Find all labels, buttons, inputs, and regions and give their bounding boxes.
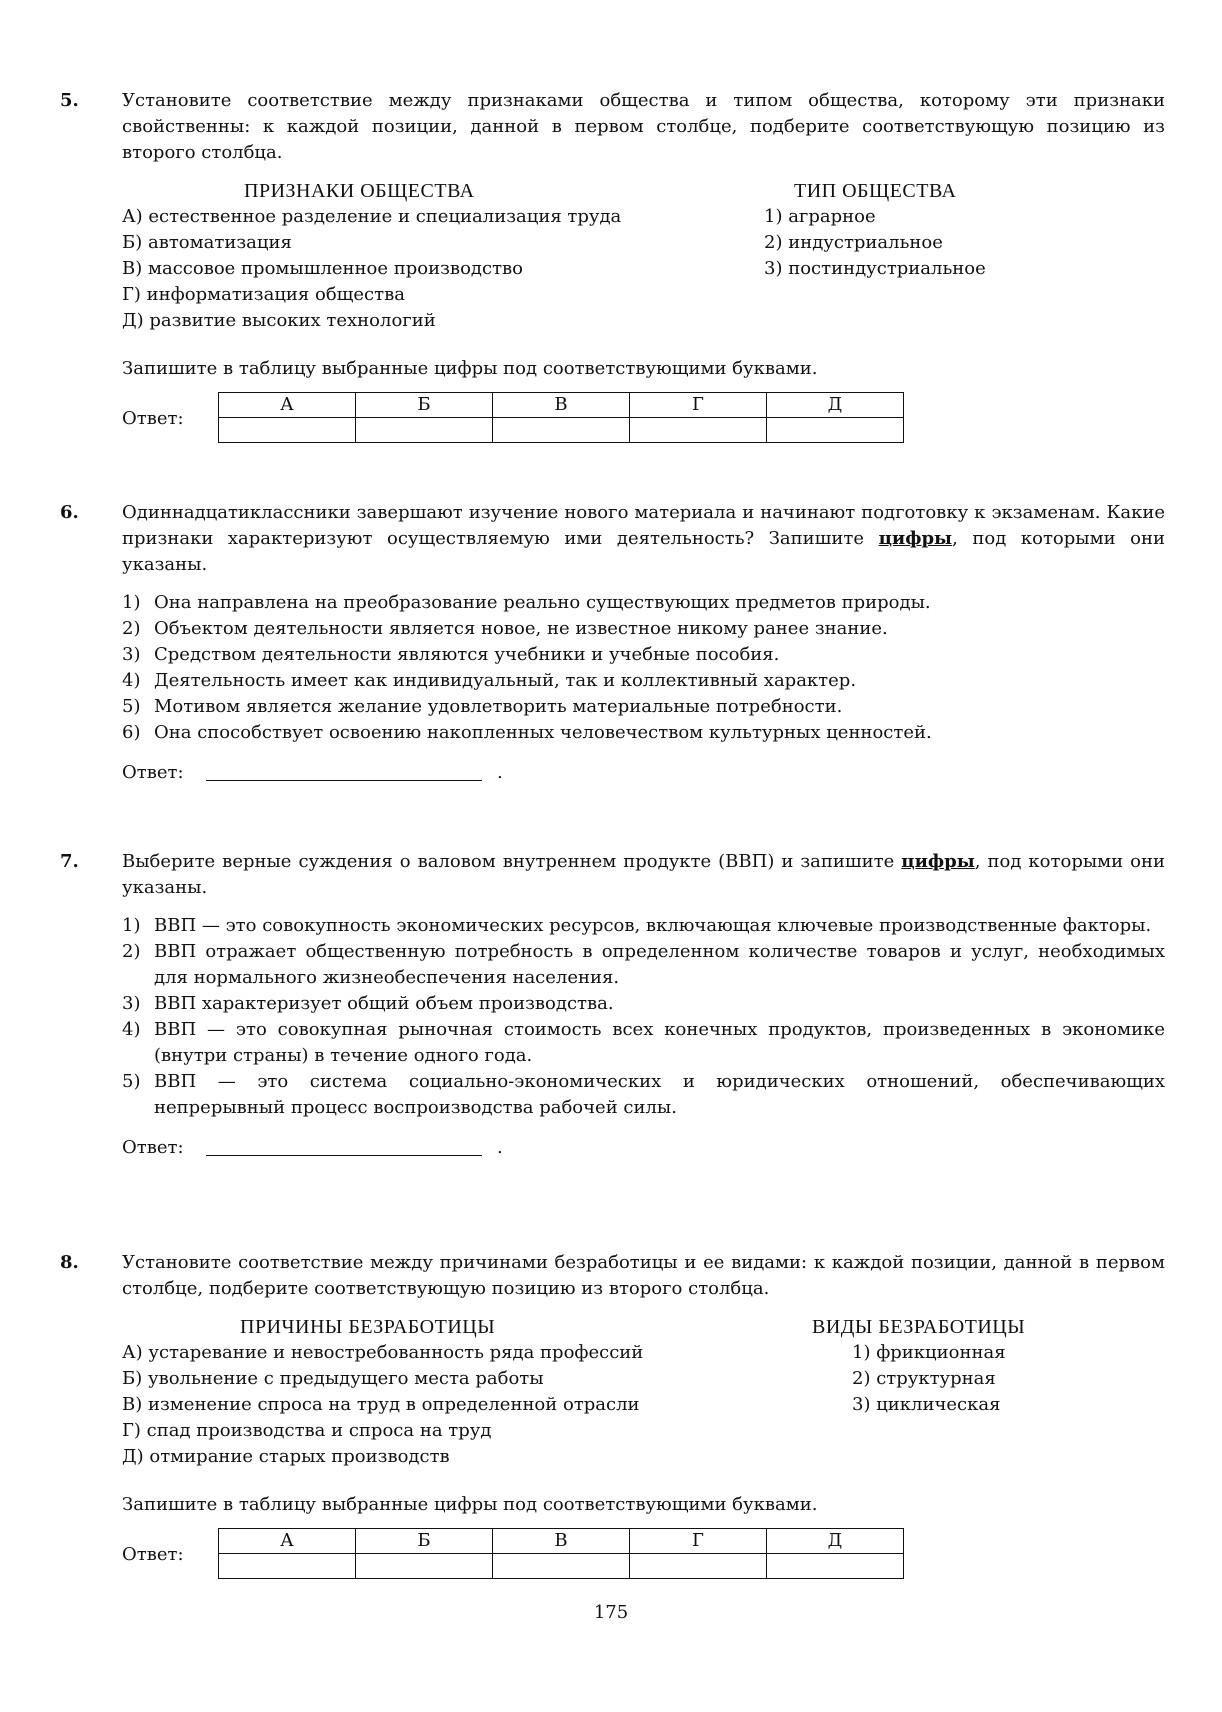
stem-text-before: Выберите верные суждения о валовом внутреннем продукте (ВВП) и запишите	[122, 851, 902, 872]
answer-line	[122, 760, 1165, 788]
item-text: Мотивом является желание удовлетворить материальные потребности.	[154, 696, 843, 717]
answer-blank[interactable]	[206, 780, 482, 781]
answer-table-row	[122, 1528, 1165, 1588]
stem-bold: цифры	[878, 528, 953, 549]
list-item	[122, 991, 1165, 1017]
option-3: 3) постиндустриальное	[764, 258, 986, 279]
item-number: 2)	[122, 941, 141, 962]
option-1: 1) аграрное	[764, 206, 876, 227]
question-number: 6.	[60, 502, 79, 523]
question-number: 7.	[60, 851, 79, 872]
question-number: 5.	[60, 90, 79, 111]
answer-label: Ответ:	[122, 1137, 184, 1158]
left-item-b: Б) автоматизация	[122, 232, 292, 253]
list-item	[122, 590, 1165, 616]
stem-text-before: Одиннадцатиклассники завершают изучение нового материала и начинают подготовку к экзаменам. Какие признаки характеризуют осуществляемую ими деятельность? Запишите	[122, 502, 1165, 549]
stem-text-after: , под которыми они указаны.	[122, 851, 1165, 898]
instruction: Запишите в таблицу выбранные цифры под соответствующими буквами.	[122, 358, 818, 379]
item-text: ВВП — это совокупность экономических ресурсов, включающая ключевые производственные факторы.	[154, 915, 1152, 936]
answer-table	[218, 392, 904, 443]
page-number: 175	[593, 1602, 629, 1623]
item-number: 5)	[122, 1071, 141, 1092]
left-item-v: В) массовое промышленное производство	[122, 258, 523, 279]
left-item-b: Б) увольнение с предыдущего места работы	[122, 1368, 544, 1389]
answer-blank[interactable]	[206, 1155, 482, 1156]
list-item	[122, 939, 1165, 991]
answer-cell-a[interactable]	[219, 418, 356, 443]
list-item	[122, 642, 1165, 668]
stem-text-after: , под которыми они указаны.	[122, 528, 1165, 575]
answer-header-a: А	[219, 1529, 356, 1554]
answer-cell-v[interactable]	[493, 1554, 630, 1579]
option-list	[122, 913, 1165, 1121]
instruction: Запишите в таблицу выбранные цифры под соответствующими буквами.	[122, 1494, 818, 1515]
question-stem: Установите соответствие между причинами безработицы и ее видами: к каждой позиции, данной в первом столбце, подберите соответствующую позицию из второго столбца.	[122, 1252, 1165, 1299]
answer-header-d: Д	[767, 1529, 904, 1554]
answer-header-b: Б	[356, 393, 493, 418]
answer-header-v: В	[493, 1529, 630, 1554]
column-title-left: ПРИЧИНЫ БЕЗРАБОТИЦЫ	[240, 1316, 496, 1338]
option-1: 1) фрикционная	[852, 1342, 1006, 1363]
question-8	[60, 1250, 1170, 1588]
answer-label: Ответ:	[122, 762, 184, 783]
column-title-right: ВИДЫ БЕЗРАБОТИЦЫ	[812, 1316, 1026, 1338]
answer-cell-b[interactable]	[356, 418, 493, 443]
answer-header-b: Б	[356, 1529, 493, 1554]
item-text: Она направлена на преобразование реально существующих предметов природы.	[154, 592, 931, 613]
item-number: 1)	[122, 915, 141, 936]
list-item	[122, 668, 1165, 694]
answer-header-g: Г	[630, 393, 767, 418]
column-title-right: ТИП ОБЩЕСТВА	[794, 180, 957, 202]
question-6	[60, 500, 1170, 788]
left-item-v: В) изменение спроса на труд в определенной отрасли	[122, 1394, 640, 1415]
answer-header-a: А	[219, 393, 356, 418]
left-item-d: Д) отмирание старых производств	[122, 1446, 450, 1467]
item-text: ВВП отражает общественную потребность в определенном количестве товаров и услуг, необходимых для нормального жизнеобеспечения населения.	[154, 941, 1165, 988]
question-stem: Установите соответствие между признаками общества и типом общества, которому эти признаки свойственны: к каждой позиции, данной в первом столбце, подберите соответствующую позицию из второго столбца.	[122, 90, 1165, 163]
answer-end: .	[497, 1137, 503, 1158]
question-5	[60, 88, 1170, 452]
list-item	[122, 1069, 1165, 1121]
option-3: 3) циклическая	[852, 1394, 1001, 1415]
list-item	[122, 913, 1165, 939]
list-item	[122, 616, 1165, 642]
answer-cell-d[interactable]	[767, 418, 904, 443]
left-item-d: Д) развитие высоких технологий	[122, 310, 436, 331]
item-text: ВВП — это система социально-экономических и юридических отношений, обеспечивающих непрерывный процесс воспроизводства рабочей силы.	[154, 1071, 1165, 1118]
item-number: 1)	[122, 592, 141, 613]
item-number: 3)	[122, 993, 141, 1014]
item-text: Объектом деятельности является новое, не известное никому ранее знание.	[154, 618, 888, 639]
list-item	[122, 694, 1165, 720]
option-2: 2) индустриальное	[764, 232, 943, 253]
answer-line	[122, 1135, 1165, 1163]
question-stem	[122, 500, 1165, 578]
item-text: Деятельность имеет как индивидуальный, так и коллективный характер.	[154, 670, 857, 691]
answer-label: Ответ:	[122, 1544, 184, 1565]
item-number: 2)	[122, 618, 141, 639]
item-number: 3)	[122, 644, 141, 665]
answer-cell-v[interactable]	[493, 418, 630, 443]
left-item-g: Г) спад производства и спроса на труд	[122, 1420, 492, 1441]
answer-header-v: В	[493, 393, 630, 418]
list-item	[122, 1017, 1165, 1069]
answer-cell-b[interactable]	[356, 1554, 493, 1579]
answer-cell-d[interactable]	[767, 1554, 904, 1579]
answer-cell-a[interactable]	[219, 1554, 356, 1579]
option-2: 2) структурная	[852, 1368, 996, 1389]
item-text: Она способствует освоению накопленных человечеством культурных ценностей.	[154, 722, 932, 743]
item-number: 4)	[122, 1019, 141, 1040]
answer-end: .	[497, 762, 503, 783]
answer-header-g: Г	[630, 1529, 767, 1554]
left-item-a: А) устаревание и невостребованность ряда профессий	[122, 1342, 644, 1363]
list-item	[122, 720, 1165, 746]
option-list	[122, 590, 1165, 746]
answer-table-row	[122, 392, 1165, 452]
column-title-left: ПРИЗНАКИ ОБЩЕСТВА	[244, 180, 475, 202]
item-number: 5)	[122, 696, 141, 717]
item-number: 6)	[122, 722, 141, 743]
item-text: ВВП — это совокупная рыночная стоимость всех конечных продуктов, произведенных в экономике (внутри страны) в течение одного года.	[154, 1019, 1165, 1066]
question-number: 8.	[60, 1252, 79, 1273]
left-item-g: Г) информатизация общества	[122, 284, 405, 305]
stem-bold: цифры	[901, 851, 975, 872]
item-number: 4)	[122, 670, 141, 691]
answer-label: Ответ:	[122, 408, 184, 429]
item-text: ВВП характеризует общий объем производства.	[154, 993, 614, 1014]
answer-table	[218, 1528, 904, 1579]
item-text: Средством деятельности являются учебники и учебные пособия.	[154, 644, 780, 665]
answer-cell-g[interactable]	[630, 418, 767, 443]
question-7	[60, 849, 1170, 1163]
left-item-a: А) естественное разделение и специализация труда	[122, 206, 622, 227]
question-stem	[122, 849, 1165, 901]
answer-cell-g[interactable]	[630, 1554, 767, 1579]
answer-header-d: Д	[767, 393, 904, 418]
